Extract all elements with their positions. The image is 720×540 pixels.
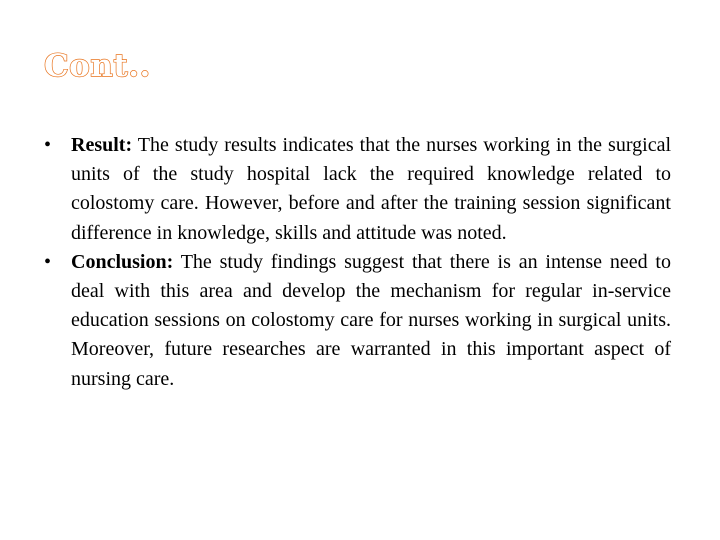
conclusion-text: The study findings suggest that there is an intense need to deal with this area and develop the mechanism for regular in-service education sessions on colostomy care for nurses working in surgical units. Moreover, future researches are warranted in this important aspect of nursing care. <box>71 250 671 390</box>
bullet-result <box>44 131 671 248</box>
bullet-conclusion <box>44 248 671 394</box>
conclusion-label: Conclusion: <box>71 250 174 273</box>
result-text: The study results indicates that the nurses working in the surgical units of the study hospital lack the required knowledge related to colostomy care. However, before and after the training session significant difference in knowledge, skills and attitude was noted. <box>71 134 671 244</box>
result-label: Result: <box>71 134 133 156</box>
bullet-marker: • <box>44 134 52 156</box>
slide-title: Cont.. <box>44 48 151 84</box>
bullet-list <box>44 131 671 394</box>
bullet-marker: • <box>44 250 52 273</box>
